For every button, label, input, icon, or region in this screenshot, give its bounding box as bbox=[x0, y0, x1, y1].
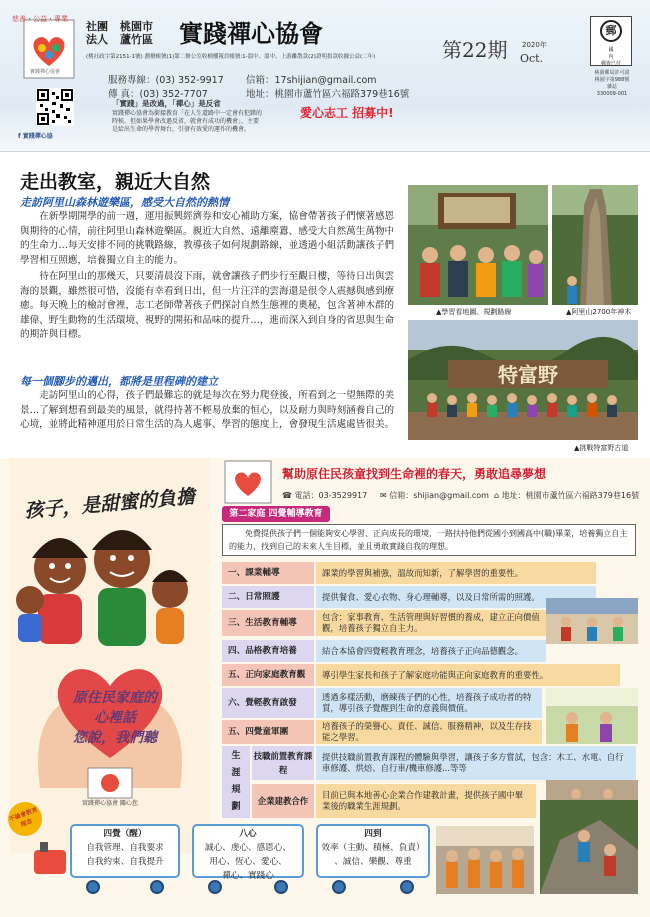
association-logo-small bbox=[224, 460, 272, 504]
train-engine-icon bbox=[30, 840, 70, 876]
train-wheel bbox=[208, 880, 222, 894]
caption-map-study: ▲學習看地圖、規劃路線 bbox=[436, 308, 512, 316]
program-badge: 第二家庭 四覺輔導教育 bbox=[222, 506, 330, 522]
org-location: 桃園市 蘆竹區 bbox=[120, 20, 153, 46]
train-wheel bbox=[332, 880, 346, 894]
postage-box bbox=[590, 16, 632, 66]
sweet-burden-title: 孩子，是甜蜜的負擔 bbox=[23, 485, 196, 523]
train-wheel bbox=[400, 880, 414, 894]
program-row-label: 三、生活教育輔導 bbox=[222, 610, 314, 636]
service-line: 服務專線：(03) 352-9917 bbox=[108, 75, 224, 86]
article-subtitle-1: 走訪阿里山森林遊樂區，感受大自然的熱情 bbox=[20, 196, 229, 209]
article-paragraph-1: 在新學期開學的前一週，運用振興經濟券和安心補助方案，協會帶著孩子們懷著感恩與期待的心情，前往阿里山森林遊樂區。親近大自然、遠離塵囂、感受大自然萬生萬物中的生命力…每天安排不同的挑戰路線，教導孩子如何規劃路線，並透過小組活動讓孩子們學習相互照應，培養獨立自主的能力。 bbox=[20, 211, 395, 266]
career-row-label: 企業建教合作 bbox=[252, 784, 314, 818]
address-line: 地址：桃園市蘆竹區六福路379巷16號 bbox=[246, 89, 410, 100]
train-wheel bbox=[150, 880, 164, 894]
masthead bbox=[0, 0, 650, 152]
photo-map-study bbox=[408, 185, 548, 305]
career-row-label: 技職前置教育課程 bbox=[252, 746, 314, 780]
program-row-text: 導引學生家長和孩子了解家庭功能與正向家庭教育的重要性。 bbox=[316, 664, 620, 686]
address-contact: ⌂ 地址：桃園市蘆竹區六福路379巷16號 bbox=[494, 491, 640, 500]
train-car-eight-hearts: 八心 誠心、虔心、感恩心、 用心、恆心、愛心、 禪心、實踐心 bbox=[192, 824, 304, 878]
program-row-label: 六、覺輕教育啟發 bbox=[222, 688, 314, 718]
photo-trail-group bbox=[408, 320, 638, 440]
article-title: 走出教室，親近大自然 bbox=[20, 171, 211, 193]
org-type: 社團 法人 bbox=[86, 20, 108, 46]
caption-sacred-tree: ▲阿里山2700年神木 bbox=[566, 308, 632, 316]
postmark-icon: 郵 bbox=[600, 20, 622, 42]
issue-month: Oct. bbox=[520, 52, 544, 65]
train-wheel bbox=[274, 880, 288, 894]
program-row-label: 二、日常照護 bbox=[222, 586, 314, 608]
program-row-text: 結合本協會四覺輕教育理念，培養孩子正向品德觀念。 bbox=[316, 640, 546, 662]
org-name: 實踐禪心協會 bbox=[179, 19, 323, 48]
program-row-label: 四、品格教育培養 bbox=[222, 640, 314, 662]
photo-rock-climbing bbox=[540, 800, 638, 894]
qr-code-icon[interactable] bbox=[36, 88, 74, 126]
program-row-label: 五、四覺童軍團 bbox=[222, 720, 314, 744]
career-row-text: 提供技職前置教育課程的體驗與學習，讓孩子多方嘗試，包含：木工、水電、自行車修護、烘焙、自行車/機車修護...等等 bbox=[316, 746, 636, 780]
photo-children-group bbox=[436, 826, 534, 894]
train-car-four-awareness: 四覺（醒） 自我管理、自我要求 自我約束、自我提升 bbox=[70, 824, 180, 878]
postal-permit: 桃園郵局許可證 桃園字第988號 雜誌 330009-001 bbox=[594, 70, 630, 97]
small-logo-caption: 實踐禪心協會 關心您 bbox=[82, 800, 138, 807]
logo-tagline: 慈善・公益・專業 bbox=[12, 15, 68, 23]
phone-contact: ☎ 電話：03-3529917 bbox=[282, 491, 368, 500]
photo-classroom bbox=[546, 598, 638, 644]
program-intro: 免費提供孩子們一個能夠安心學習、正向成長的環境，一路扶持他們從國小到國高中(職)畢業，培養獨立自主的能力，找到自己的未來人生目標，並且勇敢實踐自我的理想。 bbox=[222, 524, 636, 556]
program-row-label: 五、正向家庭教育觀 bbox=[222, 664, 314, 686]
program-row-text: 包含：家事教育、生活管理與好習慣的養成，建立正向價值觀，培養孩子獨立自主力。 bbox=[316, 610, 546, 636]
program-row-text: 培養孩子的榮譽心、責任、誠信、服務精神，以及生存技能之學習。 bbox=[316, 720, 542, 744]
career-planning-label: 生 涯 規 劃 bbox=[222, 746, 250, 818]
postage-label: 國 內 郵資已付 bbox=[600, 47, 621, 67]
volunteer-recruit: 愛心志工 招募中! bbox=[300, 106, 394, 120]
email-line: 信箱：17shijian@gmail.com bbox=[246, 75, 377, 86]
registration-info: (桃社政字第2151-1號) 劃撥帳號(1)第二辦公室收桶樓報員帳號:1-溫中、溫中、上游離散款(2)證明捐款收據公益(二年) bbox=[86, 54, 376, 60]
program-row-label: 一、課業輔導 bbox=[222, 562, 314, 584]
photo-sacred-tree bbox=[552, 185, 638, 305]
education-tag: 不論會教育理念 bbox=[3, 797, 47, 841]
heart-message: 原住民家庭的 心裡話 您說，我們聽 bbox=[73, 690, 157, 746]
caption-trail-group: ▲挑戰特富野古道 bbox=[574, 444, 629, 452]
program-row-text: 透過多樣活動，磨練孩子們的心性，培養孩子成功者的特質，導引孩子覺醒到生命的意義與價值。 bbox=[316, 688, 542, 718]
career-row-text: 目前已與本地善心企業合作建教計畫，提供孩子國中畢業後的職業生涯規劃。 bbox=[316, 784, 536, 818]
sign-text: 特富野 bbox=[498, 363, 558, 387]
train-wheel bbox=[86, 880, 100, 894]
article-paragraph-3: 走訪阿里山的心得，孩子們最難忘的就是每次在努力爬登後，所看到之一望無際的美景…了解到想看到最美的風景，就得持著不輕易放棄的恒心，以及耐力與時刻涵養自己的心境，並將此精神運用於日常生活的為人處事、學習的態度上，會發現生活處處皆很美。 bbox=[20, 390, 395, 431]
article-paragraph-2: 待在阿里山的那幾天，只要清晨沒下雨，就會讓孩子們步行至觀日樓，等待日出與雲海的景觀，雖然很可惜，沒能有幸看到日出，但一片汪洋的雲海還是很令人震撼與感到療癒。每天晚上的檢討會裡，志工老師帶著孩子們探討自然生態裡的奧秘，包含著神木群的雄偉、野生動物的生活環境、視野的開拓和品味的提升…，進而深入到自身的省思與生命的期許與目標。 bbox=[20, 271, 395, 341]
photo-activity bbox=[546, 688, 638, 744]
fax-line: 傳 真：(03) 352-7707 bbox=[108, 89, 208, 100]
mission-headline: 幫助原住民孩童找到生命裡的春天，勇敢追尋夢想 bbox=[282, 467, 547, 481]
program-row-text: 課業的學習與補強，溫故而知新，了解學習的重要性。 bbox=[316, 562, 596, 584]
facebook-link[interactable]: f 實踐禪心協 bbox=[18, 133, 53, 140]
mission-blurb: 「實踐」是改過，「禪心」是反省 實踐禪心協會為銜接教育「在人生道路中一定會有犯錯的時候，但如果學會改過反省，就會有成功的機會」，主要是給出生命的學習舞台，引發有效愛的運作的機會。 bbox=[112, 99, 263, 133]
article-subtitle-2: 每一個腳步的邁出，都將是里程碑的建立 bbox=[20, 375, 218, 388]
issue-number: 第22期 bbox=[442, 38, 508, 62]
issue-year: 2020年 bbox=[522, 41, 547, 49]
train-car-four-ways: 四到 效率（主動、積極、負責） 、誠信、樂觀、尊重 bbox=[316, 824, 430, 878]
email-contact: ✉ 信箱：shijian@gmail.com bbox=[380, 491, 489, 500]
program-row-text: 提供餐食、愛心衣物、身心理輔導，以及日常所需的照護。 bbox=[316, 586, 596, 608]
logo-subtitle: 實踐禪心協會 bbox=[30, 69, 61, 75]
